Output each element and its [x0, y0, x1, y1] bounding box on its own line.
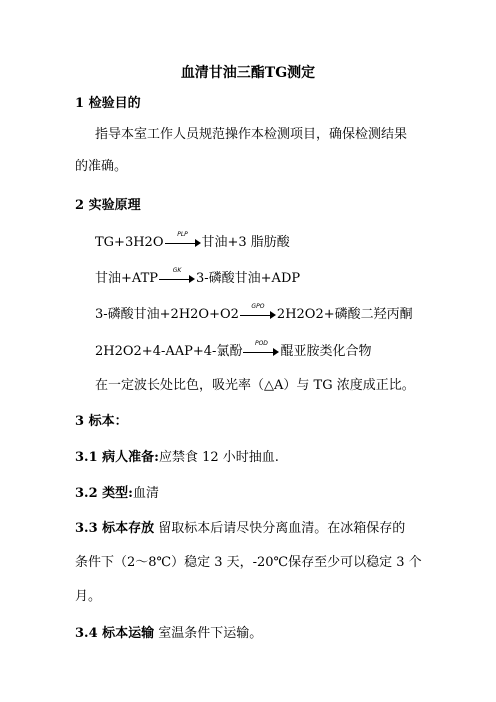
item-3-4-label: 3.4 标本运输 [75, 626, 155, 641]
item-3-3 [75, 520, 405, 538]
section-2-heading: 2 实验原理 [75, 198, 141, 213]
reaction-4-enzyme: POD [254, 340, 268, 347]
item-3-1-label: 3.1 病人准备: [75, 450, 159, 465]
section-1-heading: 1 检验目的 [75, 96, 141, 111]
document-title: 血清甘油三酯TG测定 [180, 65, 316, 81]
item-3-3-text-line-1: 留取标本后请尽快分离血清。在冰箱保存的 [154, 521, 406, 536]
reaction-2-left: 甘油+ATP [95, 271, 158, 286]
item-3-1 [75, 449, 279, 467]
reaction-4-left: 2H2O2+4-AAP+4-氯酚 [95, 344, 243, 359]
reaction-arrow-icon [159, 267, 195, 287]
reaction-arrow-icon [243, 340, 279, 360]
item-3-2-label: 3.2 类型: [75, 486, 133, 501]
item-3-4-text: 室温条件下运输。 [154, 626, 263, 641]
reaction-3-enzyme: GPO [251, 303, 265, 310]
reaction-4-right: 醌亚胺类化合物 [280, 344, 372, 359]
section-2-conclusion: 在一定波长处比色，吸光率（△A）与 TG 浓度成正比。 [95, 378, 415, 393]
reaction-1-right: 甘油+3 脂肪酸 [201, 235, 290, 250]
reaction-1 [95, 231, 290, 252]
reaction-arrow-icon [165, 231, 201, 251]
item-3-2 [75, 485, 159, 503]
reaction-2-enzyme: GK [172, 267, 182, 274]
item-3-1-text: 应禁食 12 小时抽血. [158, 450, 279, 465]
reaction-4 [95, 340, 372, 361]
item-3-4 [75, 625, 262, 643]
item-3-2-text: 血清 [132, 486, 159, 501]
reaction-3-left: 3-磷酸甘油+2H2O+O2 [95, 307, 239, 322]
reaction-2 [95, 267, 301, 288]
reaction-3-right: 2H2O2+磷酸二羟丙酮 [276, 307, 413, 322]
reaction-3 [95, 303, 413, 324]
item-3-3-label: 3.3 标本存放 [75, 521, 155, 536]
reaction-arrow-icon [240, 303, 276, 323]
section-1-paragraph-line-2: 的准确。 [75, 159, 128, 174]
reaction-1-left: TG+3H2O [95, 235, 164, 250]
reaction-2-right: 3-磷酸甘油+ADP [196, 271, 301, 286]
reaction-1-enzyme: PLP [177, 231, 188, 238]
section-1-paragraph-line-1: 指导本室工作人员规范操作本检测项目，确保检测结果 [95, 127, 408, 142]
item-3-3-line-2: 条件下（2～8℃）稳定 3 天，-20℃保存至少可以稳定 3 个 [75, 555, 422, 570]
section-3-heading: 3 标本： [75, 414, 128, 429]
item-3-3-line-3: 月。 [75, 589, 102, 604]
